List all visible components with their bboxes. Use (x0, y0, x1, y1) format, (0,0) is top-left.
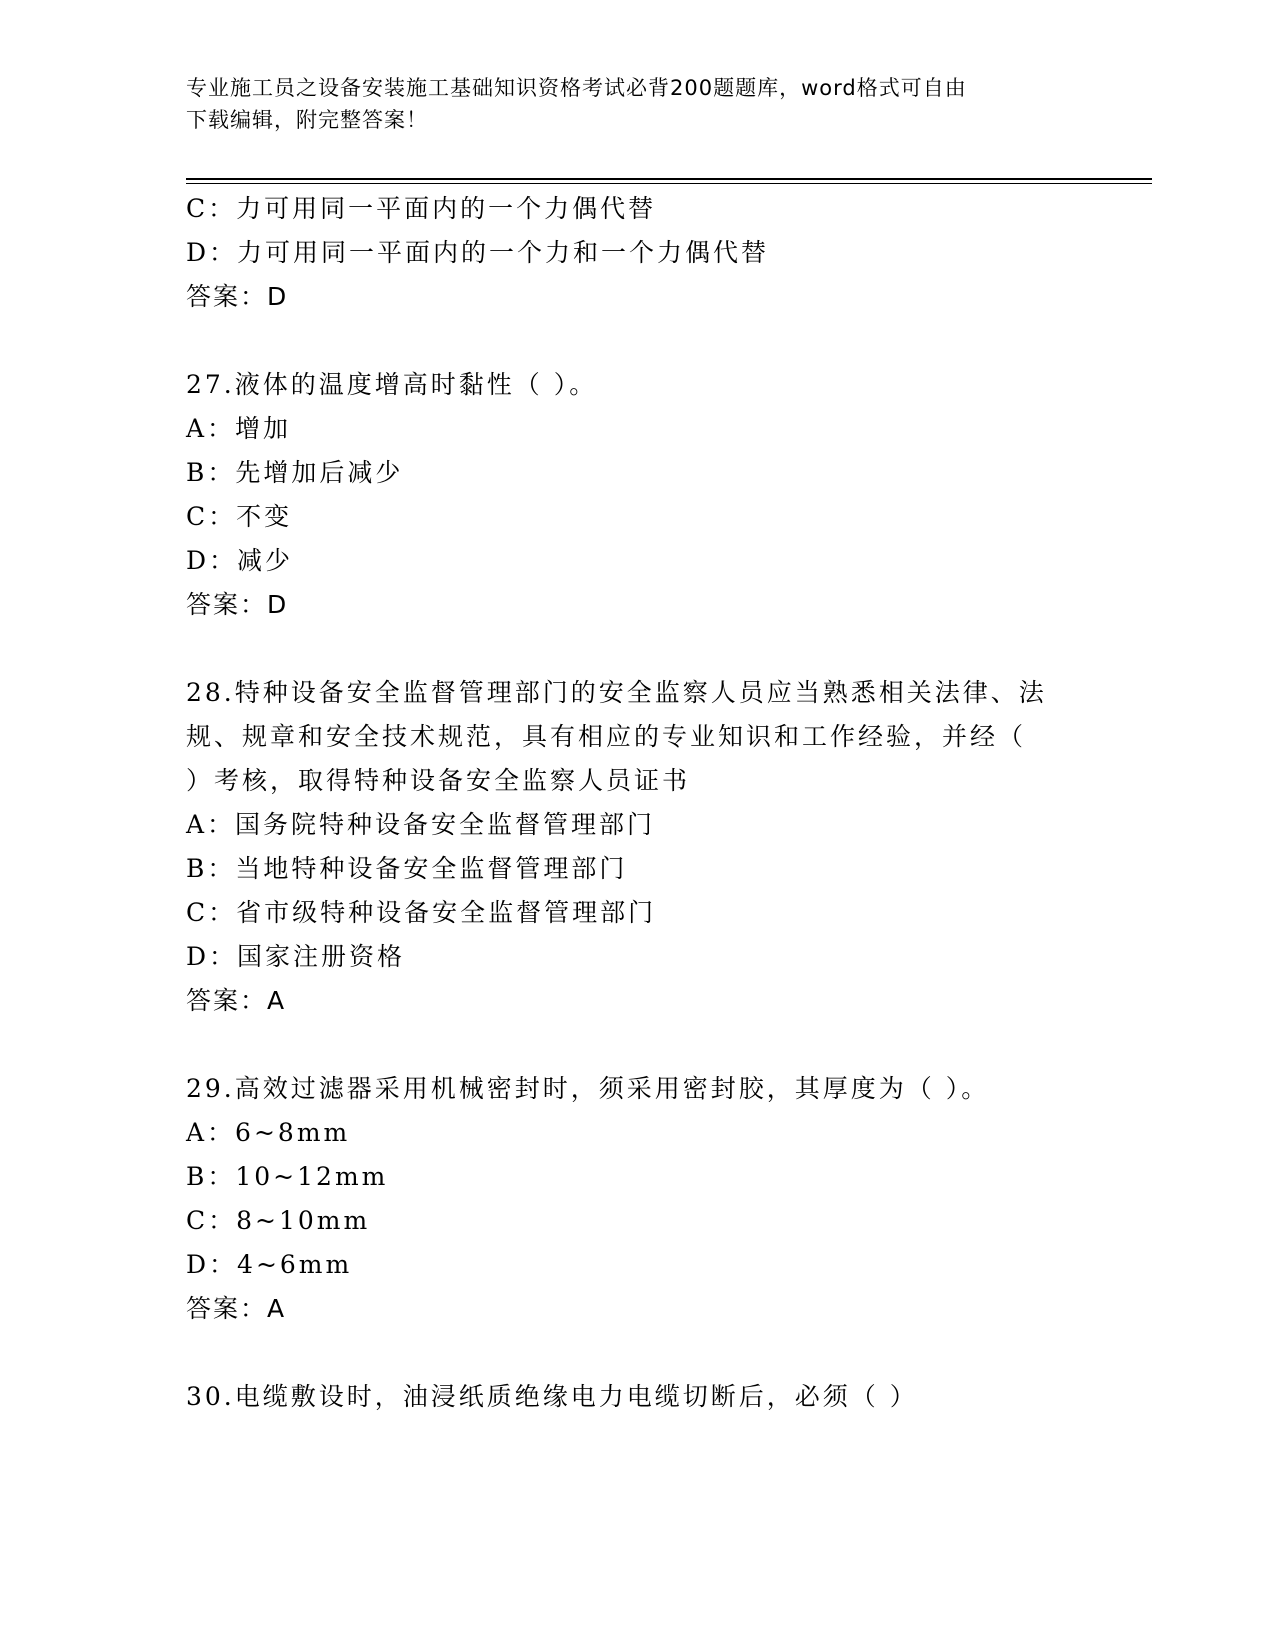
q26-option-d: D：力可用同一平面内的一个力和一个力偶代替 (186, 238, 770, 267)
q27-answer: 答案：D (186, 590, 289, 619)
q29-answer: 答案：A (186, 1294, 287, 1323)
header-divider-thick (186, 178, 1152, 180)
q29-option-c: C：8~10mm (186, 1206, 371, 1235)
q27-option-b: B：先增加后减少 (186, 458, 404, 487)
q28-option-d: D：国家注册资格 (186, 942, 406, 971)
q28-stem-line-3: ）考核，取得特种设备安全监察人员证书 (186, 766, 691, 795)
q30-stem: 30.电缆敷设时，油浸纸质绝缘电力电缆切断后，必须（ ） (186, 1382, 918, 1411)
q28-stem-line-2: 规、规章和安全技术规范，具有相应的专业知识和工作经验，并经（ (186, 722, 1027, 751)
q28-option-b: B：当地特种设备安全监督管理部门 (186, 854, 628, 883)
q28-answer: 答案：A (186, 986, 287, 1015)
q29-option-d: D：4~6mm (186, 1250, 353, 1279)
header-line-1: 专业施工员之设备安装施工基础知识资格考试必背200题题库，word格式可自由 (186, 76, 967, 100)
document-header (186, 72, 1086, 136)
q28-option-a: A：国务院特种设备安全监督管理部门 (186, 810, 656, 839)
q27-option-c: C：不变 (186, 502, 293, 531)
q26-option-c: C：力可用同一平面内的一个力偶代替 (186, 194, 657, 223)
q26-answer: 答案：D (186, 282, 289, 311)
q29-option-a: A：6~8mm (186, 1118, 351, 1147)
q27-option-d: D：减少 (186, 546, 294, 575)
q28-stem-line-1: 28.特种设备安全监督管理部门的安全监察人员应当熟悉相关法律、法 (186, 678, 1047, 707)
q27-stem: 27.液体的温度增高时黏性（ ）。 (186, 370, 598, 399)
q29-option-b: B：10~12mm (186, 1162, 389, 1191)
q29-stem: 29.高效过滤器采用机械密封时，须采用密封胶，其厚度为（ ）。 (186, 1074, 990, 1103)
q27-option-a: A：增加 (186, 414, 292, 443)
q28-option-c: C：省市级特种设备安全监督管理部门 (186, 898, 657, 927)
header-divider-thin (186, 183, 1152, 184)
header-line-2: 下载编辑，附完整答案！ (186, 108, 428, 132)
